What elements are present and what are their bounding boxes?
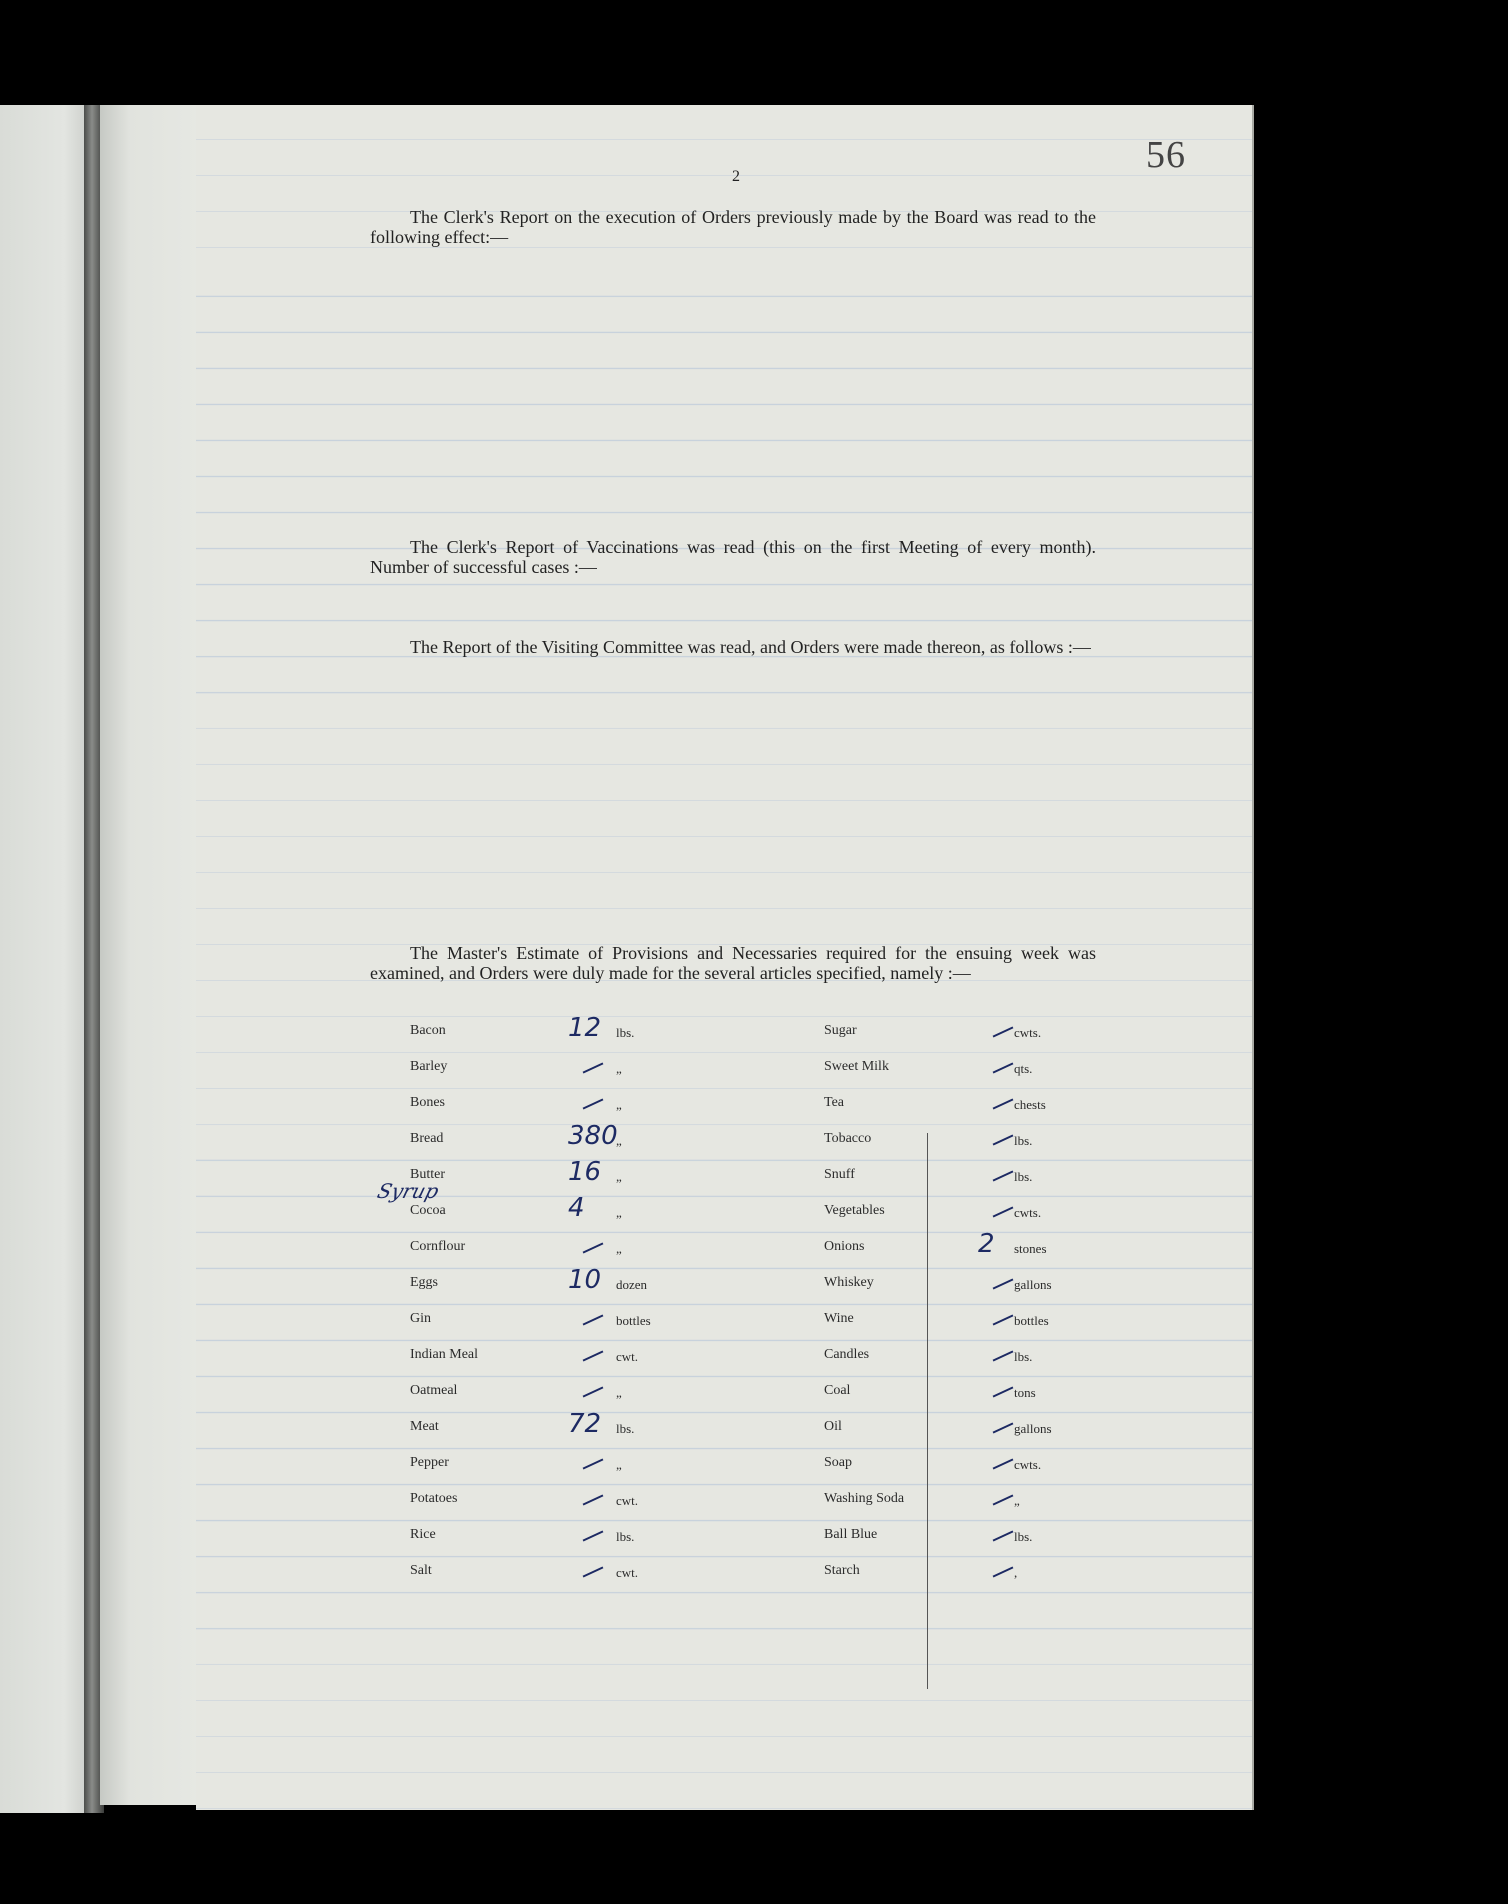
ledger-page — [196, 105, 1254, 1810]
tick-mark-icon — [583, 1350, 604, 1361]
provision-right-label: Oil — [824, 1419, 842, 1434]
provision-left-unit: „ — [616, 1061, 622, 1076]
tick-mark-icon — [583, 1458, 604, 1469]
provision-right-unit: lbs. — [1014, 1529, 1033, 1544]
column-divider — [927, 1133, 928, 1689]
provision-left-unit: „ — [616, 1205, 622, 1220]
left-page-edge — [0, 105, 92, 1813]
provision-left-unit: dozen — [616, 1277, 648, 1292]
provision-left-label: Bones — [410, 1095, 445, 1110]
provision-right-unit: qts. — [1014, 1061, 1033, 1076]
binding-strip — [100, 105, 200, 1805]
provision-left-label: Salt — [410, 1563, 432, 1578]
tick-mark-icon — [583, 1098, 604, 1109]
provision-right-label: Sweet Milk — [824, 1059, 889, 1074]
provision-left-unit: lbs. — [616, 1421, 635, 1436]
provision-left-unit: lbs. — [616, 1025, 635, 1040]
tick-mark-icon — [993, 1062, 1014, 1073]
provision-right-unit: stones — [1014, 1241, 1047, 1256]
provision-left-label: Barley — [410, 1059, 448, 1074]
provision-left-label: Meat — [410, 1419, 439, 1434]
provision-right-unit: gallons — [1014, 1421, 1052, 1436]
provision-left-unit: bottles — [616, 1313, 651, 1328]
provision-left-quantity: 380 — [568, 1121, 618, 1151]
provision-left-label: Rice — [410, 1527, 436, 1542]
provision-right-label: Starch — [824, 1563, 860, 1578]
tick-mark-icon — [583, 1494, 604, 1505]
provision-right-label: Candles — [824, 1347, 870, 1362]
tick-mark-icon — [583, 1314, 604, 1325]
provision-right-unit: cwts. — [1014, 1457, 1042, 1472]
paragraph-clerk-orders: The Clerk's Report on the execution of Orders previously made by the Board was read to the following effect:— — [370, 207, 1096, 247]
tick-mark-icon — [993, 1458, 1014, 1469]
provision-right-label: Whiskey — [824, 1275, 874, 1290]
provision-left-label: Pepper — [410, 1455, 449, 1470]
tick-mark-icon — [993, 1278, 1014, 1289]
provision-right-unit: lbs. — [1014, 1133, 1033, 1148]
provision-left-quantity: 72 — [568, 1409, 602, 1439]
handwritten-note: Syrup — [374, 1179, 442, 1203]
provision-left-quantity: 16 — [568, 1157, 602, 1187]
tick-mark-icon — [583, 1566, 604, 1577]
provision-right-label: Washing Soda — [824, 1491, 905, 1506]
tick-mark-icon — [993, 1206, 1014, 1217]
provision-left-label: Cocoa — [410, 1203, 446, 1218]
provision-left-label: Bread — [410, 1131, 444, 1146]
provision-right-label: Vegetables — [824, 1203, 885, 1218]
provision-right-unit: chests — [1014, 1097, 1046, 1112]
provision-left-label: Cornflour — [410, 1239, 466, 1254]
tick-mark-icon — [993, 1386, 1014, 1397]
page-number: 56 — [1146, 134, 1186, 176]
tick-mark-icon — [993, 1530, 1014, 1541]
provision-right-unit: , — [1014, 1565, 1018, 1580]
provision-right-label: Tobacco — [824, 1131, 872, 1146]
provision-right-unit: tons — [1014, 1385, 1036, 1400]
provision-right-unit: bottles — [1014, 1313, 1049, 1328]
provision-left-unit: „ — [616, 1385, 622, 1400]
paragraph-vaccinations: The Clerk's Report of Vaccinations was read (this on the first Meeting of every month). Number of successful cases :— — [370, 537, 1096, 577]
provision-right-label: Snuff — [824, 1167, 855, 1182]
tick-mark-icon — [993, 1494, 1014, 1505]
tick-mark-icon — [583, 1062, 604, 1073]
tick-mark-icon — [993, 1026, 1014, 1037]
provision-left-label: Potatoes — [410, 1491, 458, 1506]
tick-mark-icon — [993, 1422, 1014, 1433]
provision-right-unit: gallons — [1014, 1277, 1052, 1292]
folio-number: 2 — [732, 168, 740, 185]
paragraph-master-estimate: The Master's Estimate of Provisions and Necessaries required for the ensuing week was examined, and Orders were duly made for the several articles specified, namely :— — [370, 943, 1096, 983]
tick-mark-icon — [583, 1242, 604, 1253]
provision-right-label: Soap — [824, 1455, 852, 1470]
tick-mark-icon — [993, 1134, 1014, 1145]
tick-mark-icon — [583, 1530, 604, 1541]
tick-mark-icon — [583, 1386, 604, 1397]
provision-right-label: Tea — [824, 1095, 845, 1110]
provision-left-unit: „ — [616, 1169, 622, 1184]
provision-left-unit: „ — [616, 1133, 622, 1148]
provision-left-unit: cwt. — [616, 1493, 639, 1508]
provision-left-unit: „ — [616, 1241, 622, 1256]
tick-mark-icon — [993, 1350, 1014, 1361]
provision-left-unit: cwt. — [616, 1565, 639, 1580]
provision-left-label: Bacon — [410, 1023, 446, 1038]
provision-left-unit: „ — [616, 1457, 622, 1472]
provision-left-quantity: 10 — [568, 1265, 602, 1295]
provision-left-label: Gin — [410, 1311, 431, 1326]
tick-mark-icon — [993, 1170, 1014, 1181]
provision-left-label: Oatmeal — [410, 1383, 458, 1398]
provision-right-unit: lbs. — [1014, 1349, 1033, 1364]
provision-right-quantity: 2 — [978, 1229, 995, 1259]
provision-right-label: Coal — [824, 1383, 851, 1398]
tick-mark-icon — [993, 1566, 1014, 1577]
provision-left-label: Indian Meal — [410, 1347, 479, 1362]
provision-left-quantity: 12 — [568, 1013, 602, 1043]
provision-right-label: Wine — [824, 1311, 854, 1326]
provision-right-unit: „ — [1014, 1493, 1020, 1508]
provision-left-label: Butter — [410, 1167, 445, 1182]
provision-right-label: Onions — [824, 1239, 865, 1254]
provision-left-unit: „ — [616, 1097, 622, 1112]
provision-right-label: Sugar — [824, 1023, 857, 1038]
provision-left-label: Eggs — [410, 1275, 438, 1290]
provision-right-unit: cwts. — [1014, 1025, 1042, 1040]
provision-left-quantity: 4 — [568, 1193, 585, 1223]
provision-left-unit: lbs. — [616, 1529, 635, 1544]
tick-mark-icon — [993, 1098, 1014, 1109]
provision-left-unit: cwt. — [616, 1349, 639, 1364]
provision-right-unit: lbs. — [1014, 1169, 1033, 1184]
tick-mark-icon — [993, 1314, 1014, 1325]
provision-right-label: Ball Blue — [824, 1527, 878, 1542]
provision-right-unit: cwts. — [1014, 1205, 1042, 1220]
paragraph-visiting-committee: The Report of the Visiting Committee was read, and Orders were made thereon, as follows :— — [410, 637, 1091, 657]
